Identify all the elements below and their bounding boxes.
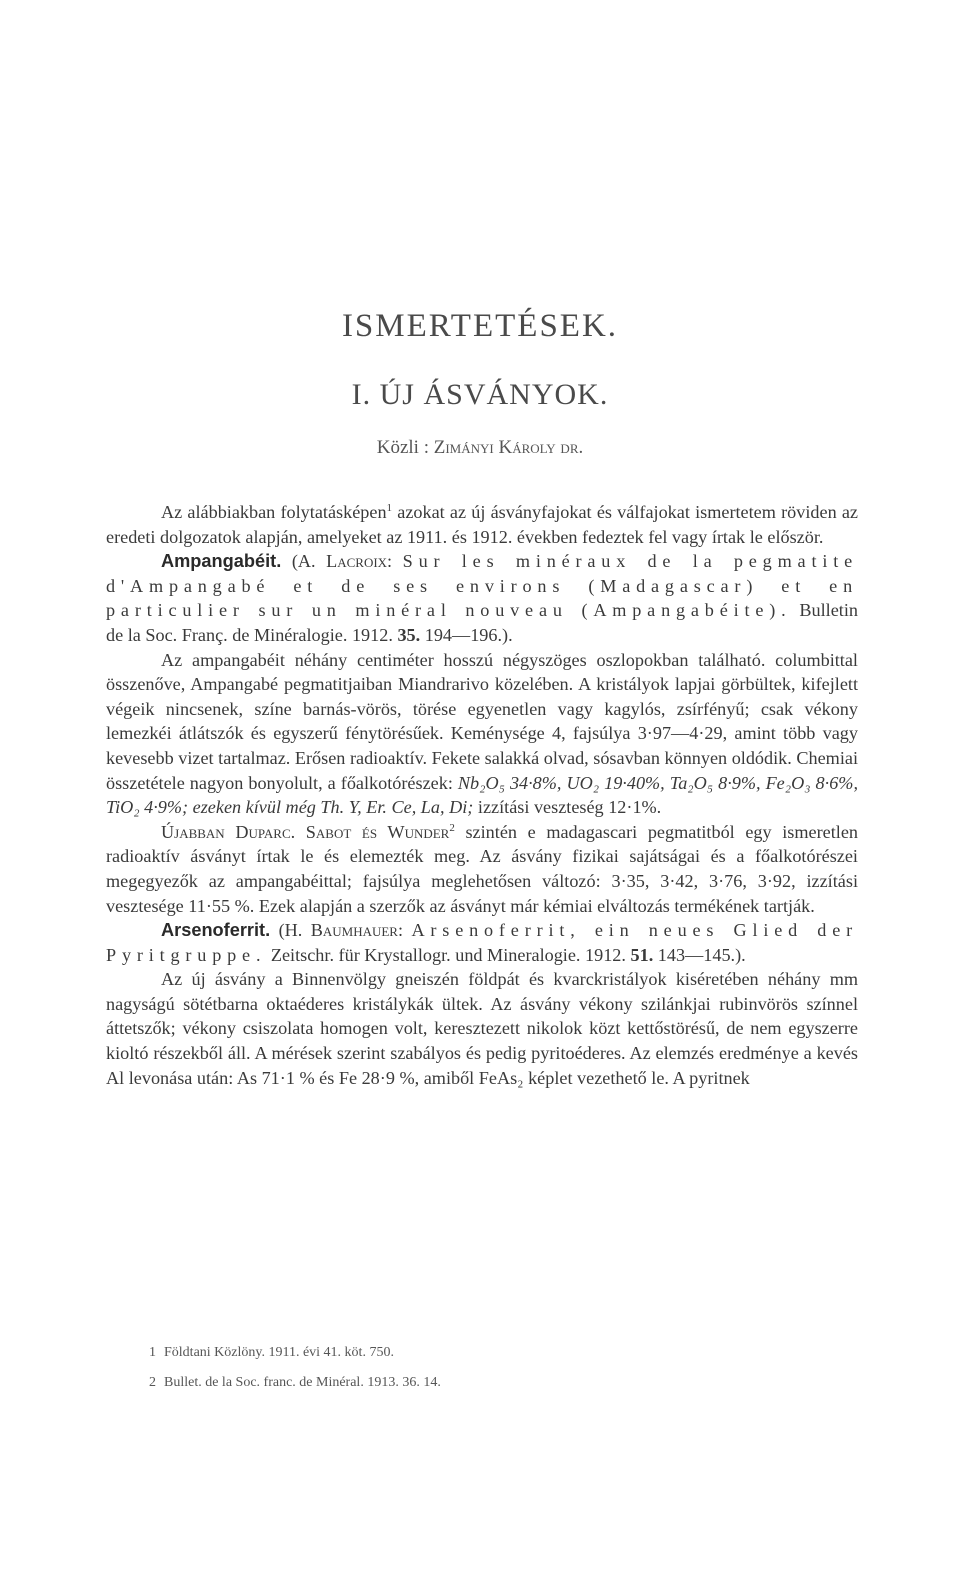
section-title: ISMERTETÉSEK. xyxy=(341,308,619,344)
ampangabeit-further-paragraph: Újabban Duparc. Sabot és Wunder$^2$ szintén e madagascari pegmatitból egy ismeretlen radioaktív ásványt írtak le és elemezték meg. Az ásvány fizikai sajátságai és a főalkotórészei megegyezők az ampangabéittal; fajsúlya meglehetősen változó: 3·35, 3·42, 3·76, 3·92, izzítási vesztesége 11·55 %. Ezek alapján a szerzők az ásványt már kémiai elváltozás termékének tartják. xyxy=(106,821,858,916)
arsenoferrit-pages: 143—145.). xyxy=(653,944,746,965)
footnotes xyxy=(106,1338,858,1398)
ampangabeit-pages: 194—196.). xyxy=(420,624,513,645)
arsenoferrit-volume: 51. xyxy=(630,944,654,965)
footnote-ref-1: 1 xyxy=(386,501,393,514)
ampangabeit-author: (A. Lacroix: xyxy=(281,551,403,572)
mineral-name-arsenoferrit: Arsenoferrit. xyxy=(161,920,271,941)
intro-paragraph: Az alábbiakban folytatásképen$^1$ azokat az új ásványfajokat és válfajokat ismertetem röviden az eredeti dolgozatok alapján, amelyeket az 1911. és 1912. években fedeztek fel vagy írtak le először. xyxy=(106,501,859,547)
arsenoferrit-description: Az új ásvány a Binnenvölgy gneiszén földpát és kvarckristályok kiséretében néhány mm nagyságú sötétbarna oktaéderes kristálykák ültek. Az ásvány vékony szilánkjai rubinvörös színnel áttetszők; vékony csiszolata homogen volt, keresztezett nikolok közt kettőstörésű, de nem egyszerre kioltó részekből áll. A mérések szerint szabályos és pedig pyritoéderes. Az elemzés eredménye a kevés Al levonása után: As 71·1 % és Fe 28·9 %, amiből FeAs₂ képlet vezethető le. A pyritnek xyxy=(106,969,858,1088)
ampangabeit-description: Az ampangabéit néhány centiméter hosszú négyszöges oszlopokban található. columbittal összenőve, Ampangabé pegmatitjaiban Miandrarivo közelében. A kristályok lapjai görbültek, kifejlett végeik nincsenek, színe barnás-vörös, törése egyenetlen vagy kagylós, zsírfényű; csak vékony lemezkéi átlátszók és egyszerű fénytörésűek. Keménysége 4, fajsúlya 3·97—4·29, amint több vagy kevesebb vizet tartalmaz. Erősen radioaktív. Fekete salakká olvad, sósavban könnyen oldódik. Chemiai összetétele nagyon bonyolult, a főalkotórészek: Nb₂O₅ 34·8%, UO₂ 19·40%, Ta₂O₅ 8·9%, Fe₂O₃ 8·6%, TiO₂ 4·9%; ezeken kívül még Th. Y, Er. Ce, La, Di; izzítási veszteség 12·1%. xyxy=(106,649,858,818)
ampangabeit-paper-title: Sur les minéraux de la pegmatite d'Ampangabé et de ses environs (Madagascar) et en particulier sur un minéral nouveau (Ampangabéite). xyxy=(106,551,858,621)
ampangabeit-heading-paragraph xyxy=(106,549,858,647)
arsenoferrit-paper-title: Arsenoferrit, ein neues Glied der Pyritgruppe. xyxy=(106,920,858,965)
author-name: Zimányi Károly dr. xyxy=(433,437,584,458)
author-line xyxy=(0,437,960,459)
ampangabeit-volume: 35. xyxy=(397,624,421,645)
footnote-ref-2: 2 xyxy=(449,821,455,834)
mineral-name-ampangabeit: Ampangabéit. xyxy=(161,551,282,572)
ampangabeit-citation: Bulletin de la Soc. Franç. de Minéralogie. 1912. xyxy=(106,600,858,645)
subsection-title: I. ÚJ ÁSVÁNYOK. xyxy=(351,378,609,411)
arsenoferrit-citation: Zeitschr. für Krystallogr. und Mineralogie. 1912. xyxy=(266,944,631,965)
article-body xyxy=(106,500,858,1090)
footnote-1: 1 Földtani Közlöny. 1911. évi 41. köt. 750. xyxy=(149,1345,394,1360)
arsenoferrit-author: (H. Baumhauer: xyxy=(270,920,412,941)
ampangabeit-composition: Nb₂O₅ 34·8%, UO₂ 19·40%, Ta₂O₅ 8·9%, Fe₂O₃ 8·6%, TiO₂ 4·9%; ezeken kívül még Th. Y, Er. Ce, La, Di; xyxy=(106,772,858,818)
author-prefix: Közli : xyxy=(376,437,434,458)
arsenoferrit-heading-paragraph xyxy=(106,918,858,967)
footnote-2: 2 Bullet. de la Soc. franc. de Minéral. 1913. 36. 14. xyxy=(149,1375,441,1390)
